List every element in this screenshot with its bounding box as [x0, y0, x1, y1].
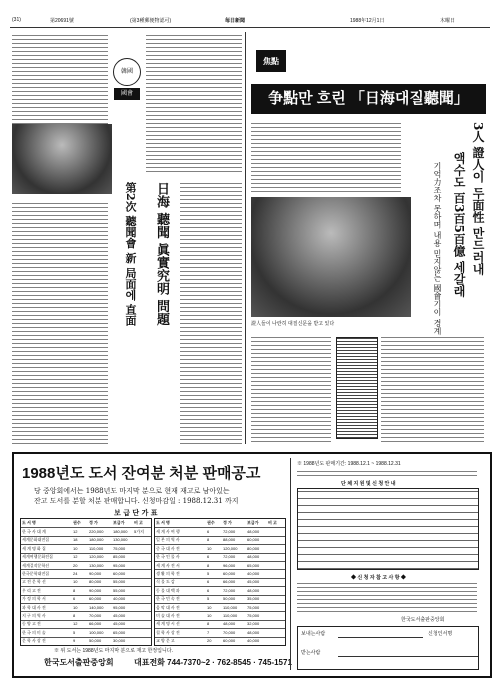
table-cell: 우 리 고 전: [22, 587, 41, 593]
table-cell: 세계걸작문학선: [22, 562, 50, 568]
table-cell: 48,000: [247, 554, 260, 560]
table-cell: 65,000: [113, 629, 126, 635]
table-header-cell: 비 고: [268, 520, 277, 525]
issue-number: 第20691號: [50, 18, 74, 24]
apply-notes: [297, 582, 477, 612]
masthead: [10, 13, 490, 28]
table-cell: 음 악 대 사 전: [156, 604, 180, 610]
form-line: [338, 656, 478, 657]
ad-phone: 대표전화 744-7370~2 · 762-8545 · 745-1571: [134, 658, 292, 667]
text-column: [146, 32, 242, 172]
issue-date: 1988年12月1日: [350, 18, 385, 24]
table-cell: 48,000: [223, 621, 236, 627]
table-cell: 110,000: [89, 545, 104, 551]
table-cell: 8: [73, 612, 76, 618]
text-column: [251, 122, 401, 192]
table-cell: 5: [207, 596, 210, 602]
paper-name: 毎日新聞: [225, 18, 246, 24]
table-cell: 50,000: [89, 638, 102, 644]
table-cell: 8: [207, 537, 210, 543]
table-cell: 45,000: [113, 621, 126, 627]
table-cell: 75,000: [247, 612, 260, 618]
table-cell: 5가지: [134, 528, 144, 534]
table-cell: 220,000: [89, 528, 104, 534]
table-cell: 10: [207, 545, 212, 551]
table-cell: 한 국 민 속 전: [156, 596, 180, 602]
price-table-left: [20, 518, 152, 646]
table-cell: 세 계 사 여 행: [156, 528, 180, 534]
table-cell: 식 물 도 감: [156, 579, 175, 585]
table-cell: 세 계 명 시 선: [156, 621, 180, 627]
table-cell: 95,000: [113, 604, 126, 610]
table-cell: 60,000: [223, 570, 236, 576]
table-cell: 세 계 사 전 서: [156, 562, 180, 568]
table-cell: 35,000: [247, 596, 260, 602]
table-cell: 72,000: [223, 528, 236, 534]
table-cell: 70,000: [89, 612, 102, 618]
sender-name: 한국도서출판중앙회: [401, 617, 445, 623]
badge-top: 韓國: [113, 58, 141, 86]
table-cell: 세 계 명 화 집: [22, 545, 46, 551]
table-cell: 48,000: [247, 528, 260, 534]
focus-subhead-3: 기억力조차 못하며 내용 믿지않는 國會기이 경계: [433, 162, 442, 335]
table-cell: 130,000: [89, 562, 104, 568]
table-cell: 80,000: [247, 545, 260, 551]
table-cell: 88,000: [223, 537, 236, 543]
text-column: [251, 337, 331, 442]
table-cell: 110,000: [223, 612, 238, 618]
photo-caption: 證人들이 나란히 대질신문을 받고 있다: [251, 321, 335, 327]
table-cell: 45,000: [247, 579, 260, 585]
table-cell: 교 양 문 고: [156, 638, 175, 644]
table-cell: 80,000: [89, 579, 102, 585]
table-cell: 24: [73, 570, 78, 576]
focus-article: [245, 32, 489, 444]
page-number: (31): [12, 17, 21, 23]
side-table: [297, 488, 479, 570]
table-cell: 8: [207, 621, 210, 627]
side-table-title: 단 체 지 원 및 신 청 안 내: [341, 481, 396, 487]
table-cell: 한 국 사 대 계: [22, 528, 46, 534]
book-sale-ad: [12, 452, 492, 678]
focus-subhead-1: 3人 證人이 두面性 만드러내: [471, 122, 485, 275]
table-cell: 12: [73, 528, 78, 534]
text-column: [12, 202, 108, 444]
ad-right-panel: [290, 458, 483, 670]
table-cell: 7: [207, 629, 210, 635]
table-cell: 40,000: [113, 596, 126, 602]
table-cell: 6: [207, 528, 210, 534]
form-line: [338, 637, 423, 638]
price-table-right: [154, 518, 286, 646]
table-header-cell: 정 가: [89, 520, 98, 525]
table-header-cell: 정 가: [223, 520, 232, 525]
focus-photo: [251, 197, 411, 317]
table-cell: 60,000: [247, 537, 260, 543]
table-cell: 10: [73, 579, 78, 585]
table-cell: 55,000: [113, 587, 126, 593]
table-cell: 6: [207, 587, 210, 593]
left-headline: 日海 聽聞 眞實究明 問題: [154, 182, 169, 326]
table-cell: 72,000: [223, 554, 236, 560]
table-cell: 미 술 대 사 전: [156, 612, 180, 618]
table-cell: 96,000: [223, 562, 236, 568]
table-cell: 40,000: [247, 570, 260, 576]
registration: (第3種郵便物認可): [130, 18, 172, 24]
table-cell: 120,000: [223, 545, 238, 551]
table-cell: 10: [207, 612, 212, 618]
table-cell: 60,000: [223, 638, 236, 644]
text-column: [381, 337, 484, 442]
badge-bottom: 國會: [114, 88, 140, 100]
table-cell: 110,000: [223, 604, 238, 610]
table-cell: 20: [207, 638, 212, 644]
table-cell: 60,000: [89, 596, 102, 602]
table-cell: 6: [207, 579, 210, 585]
table-cell: 8: [73, 587, 76, 593]
table-cell: 동 양 고 전: [22, 621, 41, 627]
table-header-cell: 비 고: [134, 520, 143, 525]
table-cell: 180,000: [113, 528, 128, 534]
form-label-to: 받는사람: [301, 650, 321, 656]
table-cell: 고 전 문 학 선: [22, 579, 46, 585]
table-cell: 180,000: [89, 537, 104, 543]
table-cell: 48,000: [247, 629, 260, 635]
table-cell: 85,000: [113, 554, 126, 560]
table-cell: 5: [73, 629, 76, 635]
issue-day: 木曜日: [440, 18, 456, 24]
table-cell: 세계문화대전집: [22, 537, 50, 543]
table-cell: 10: [207, 604, 212, 610]
ad-title: 1988년도 도서 잔여분 처분 판매공고: [22, 465, 261, 482]
table-cell: 과 학 대 사 전: [22, 604, 46, 610]
table-cell: 동 물 대 백 과: [156, 587, 180, 593]
news-photo: [12, 124, 112, 194]
table-cell: 10: [73, 604, 78, 610]
table-cell: 철 학 사 상 전: [156, 629, 180, 635]
left-subhead: 第2次 聽聞會 新 局面에 直面: [124, 182, 137, 326]
focus-label: 焦點: [256, 50, 286, 72]
table-cell: 30,000: [113, 638, 126, 644]
table-cell: 6: [207, 554, 210, 560]
table-cell: 70,000: [223, 629, 236, 635]
table-cell: 문 학 사 상 전: [22, 638, 46, 644]
table-header-cell: 보급가: [247, 520, 259, 525]
order-form: [297, 626, 479, 670]
ad-footnote: ※ 위 도서는 1988년도 마지막 분으로 재고 한정입니다.: [54, 648, 174, 654]
text-column: [180, 182, 242, 444]
table-header-cell: 도 서 명: [156, 520, 170, 525]
table-cell: 120,000: [89, 554, 104, 560]
table-header-cell: 권수: [73, 520, 81, 525]
side-note-text: [297, 468, 477, 476]
table-cell: 18: [73, 537, 78, 543]
table-cell: 75,000: [113, 545, 126, 551]
table-cell: 72,000: [223, 587, 236, 593]
table-header-cell: 권수: [207, 520, 215, 525]
left-article: [12, 32, 242, 444]
table-cell: 48,000: [247, 587, 260, 593]
table-cell: 5: [207, 570, 210, 576]
table-cell: 생 활 의 학 전: [156, 570, 180, 576]
table-cell: 100,000: [89, 629, 104, 635]
apply-notes-title: ◆ 신 청 자 참 고 사 항 ◆: [351, 575, 406, 581]
form-label-from: 보내는사람: [301, 631, 326, 637]
ad-organization: 한국도서출판중앙회: [44, 658, 114, 667]
table-cell: 세계여행문화전집: [22, 554, 53, 560]
focus-subhead-2: 액수도 百3百5百億 세갈래: [452, 152, 466, 298]
table-cell: 95,000: [113, 562, 126, 568]
table-cell: 40,000: [247, 638, 260, 644]
table-cell: 중 국 대 사 전: [156, 545, 180, 551]
table-cell: 12: [73, 554, 78, 560]
table-cell: 130,000: [113, 537, 128, 543]
table-cell: 9: [73, 638, 76, 644]
table-cell: 12: [73, 621, 78, 627]
table-cell: 60,000: [113, 570, 126, 576]
table-cell: 90,000: [89, 570, 102, 576]
table-cell: 50,000: [223, 596, 236, 602]
table-cell: 90,000: [89, 587, 102, 593]
table-cell: 6: [73, 596, 76, 602]
table-cell: 32,000: [247, 621, 260, 627]
table-cell: 140,000: [89, 604, 104, 610]
table-cell: 55,000: [113, 579, 126, 585]
focus-headline-bar: 争點만 흐린 「日海대질聽聞」: [251, 84, 486, 114]
table-cell: 66,000: [223, 579, 236, 585]
table-header-cell: 도 서 명: [22, 520, 36, 525]
price-table-label: 보 급 단 가 표: [114, 508, 158, 517]
table-cell: 일 본 의 역 사: [156, 537, 180, 543]
table-cell: 지 구 의 역 사: [22, 612, 46, 618]
table-cell: 10: [73, 545, 78, 551]
table-header-cell: 보급가: [113, 520, 125, 525]
table-cell: 가 정 의 학 서: [22, 596, 46, 602]
table-cell: 한 국 인 물 사: [156, 554, 180, 560]
table-cell: 75,000: [247, 604, 260, 610]
ad-intro-2: 잔고 도서를 분할 처분 판매합니다. 신청마감일 : 1988.12.31 까지: [34, 497, 239, 505]
ad-intro-1: 당 중앙회에서는 1988년도 마지막 분으로 현재 재고로 남아있는: [34, 487, 230, 495]
table-cell: 한 국 의 미 술: [22, 629, 46, 635]
table-cell: 65,000: [247, 562, 260, 568]
table-cell: 한국문학대전집: [22, 570, 50, 576]
table-cell: 20: [73, 562, 78, 568]
form-stamp-label: 신청인서명: [428, 631, 453, 637]
table-cell: 66,000: [89, 621, 102, 627]
section-badge: [112, 58, 142, 102]
table-cell: 45,000: [113, 612, 126, 618]
table-cell: 8: [207, 562, 210, 568]
sidebar-box: [336, 337, 378, 439]
side-note: ※ 1988년도 판매기간: 1988.12.1 ~ 1988.12.31: [297, 461, 401, 467]
